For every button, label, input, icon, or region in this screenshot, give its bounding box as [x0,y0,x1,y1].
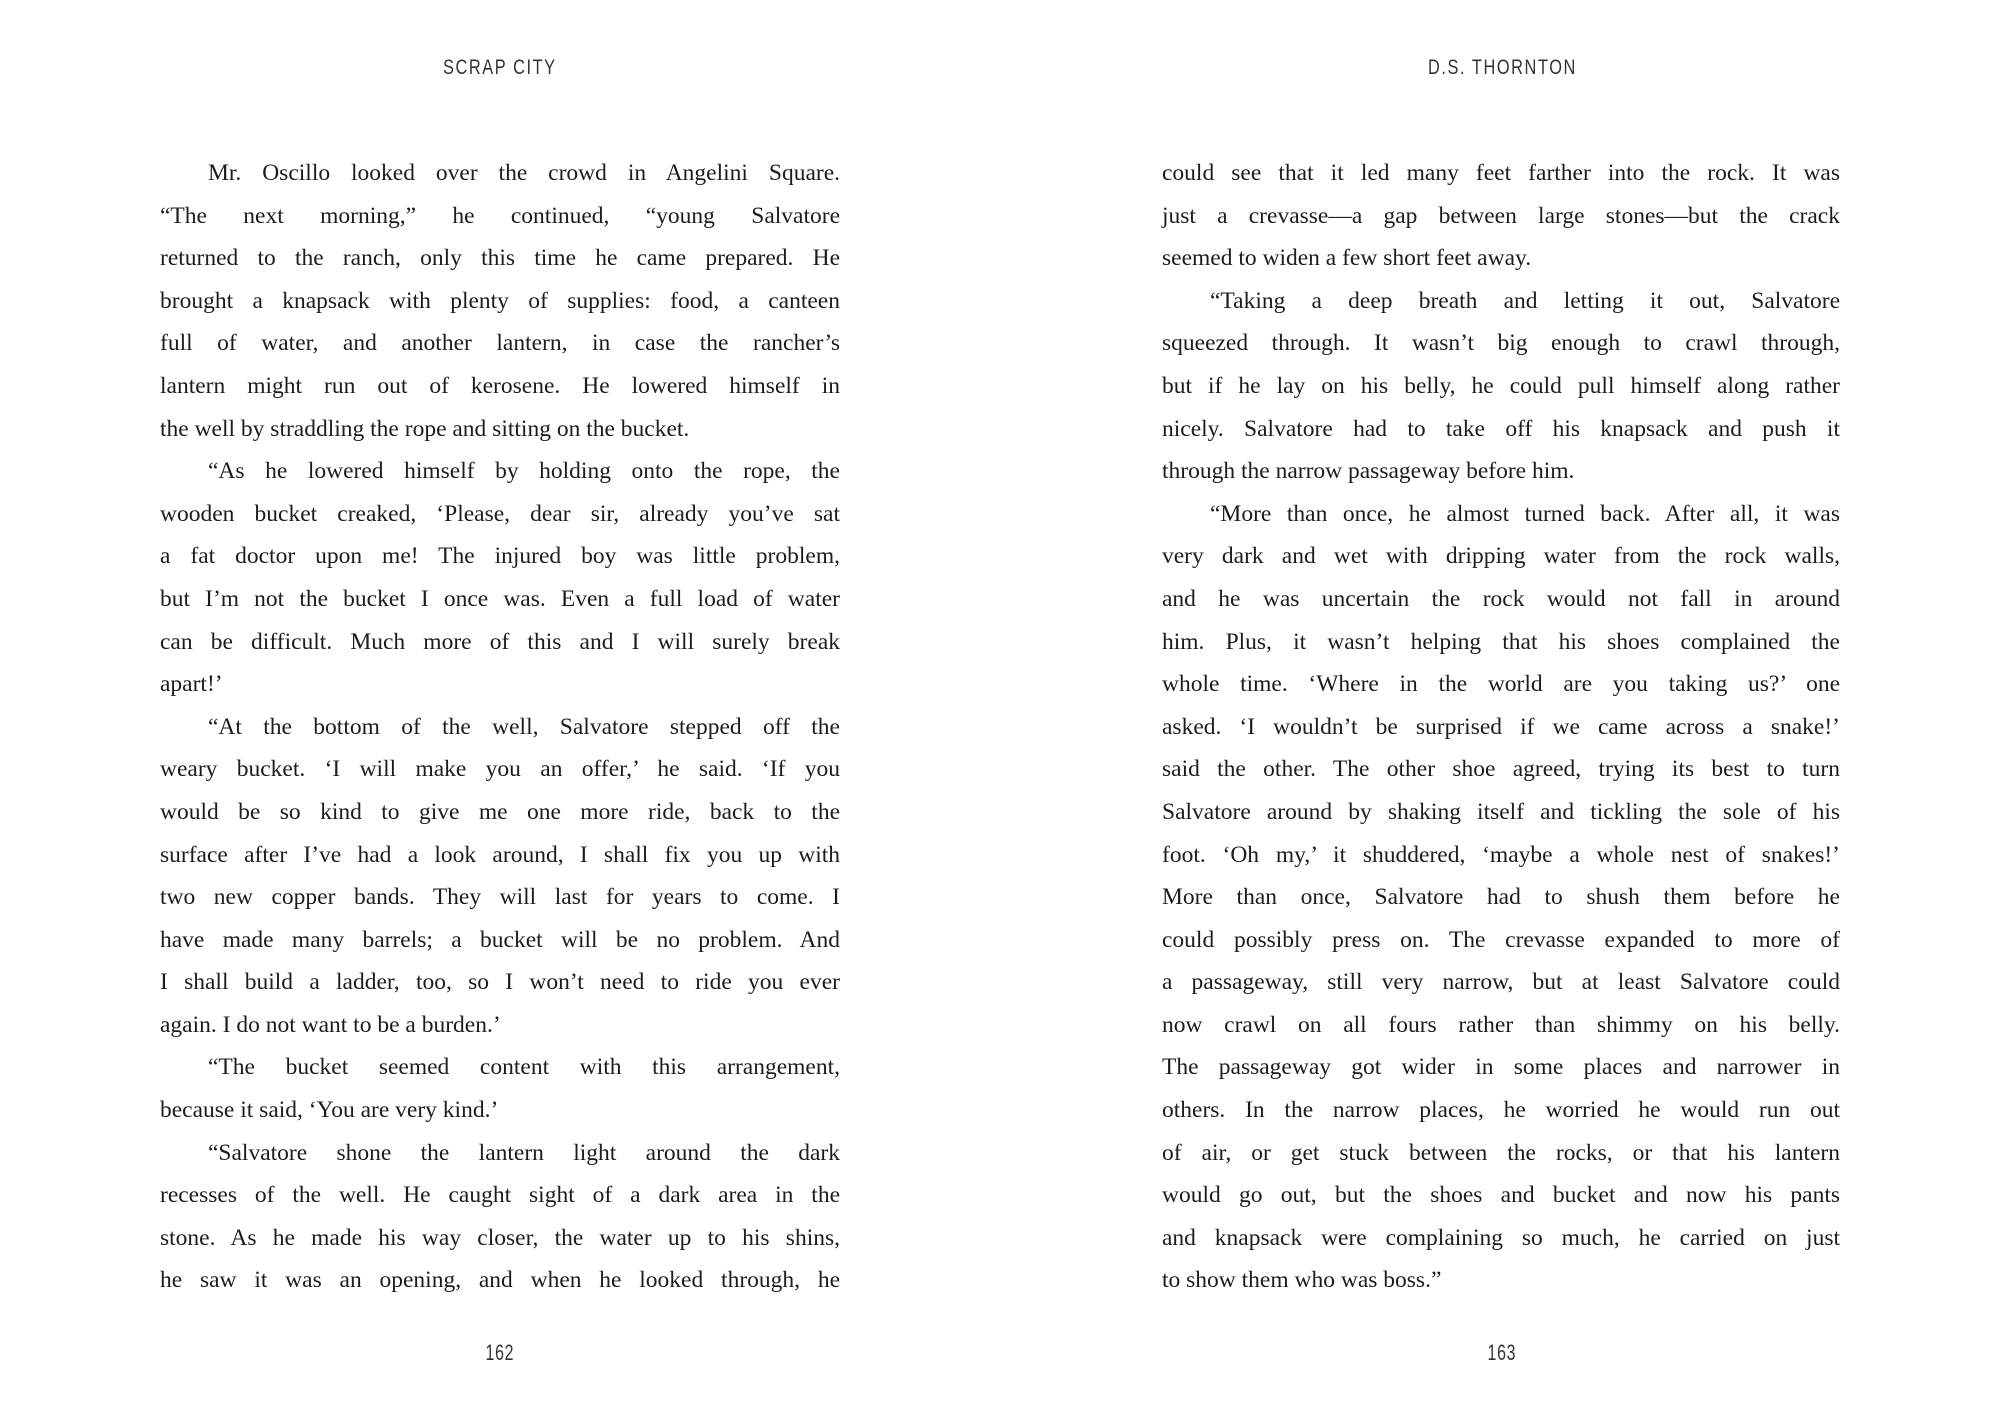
text-line: “More than once, he almost turned back. After all, it was [1210,500,1840,527]
text-line: apart!’ [160,671,223,698]
text-line: to show them who was boss.” [1162,1267,1442,1294]
running-header-right [1162,56,1842,80]
text-line: I shall build a ladder, too, so I won’t need to ride you ever [160,969,840,996]
left-page-text-block [160,152,840,1302]
text-line: a fat doctor upon me! The injured boy was little problem, [160,543,840,570]
text-line: because it said, ‘You are very kind.’ [160,1097,499,1124]
text-line: but I’m not the bucket I once was. Even a full load of water [160,585,840,612]
text-line: “Taking a deep breath and letting it out, Salvatore [1210,287,1840,314]
text-line: squeezed through. It wasn’t big enough to crawl through, [1162,330,1840,357]
book-title: SCRAP CITY [443,56,557,79]
text-line: full of water, and another lantern, in case the rancher’s [160,330,840,357]
text-line: foot. ‘Oh my,’ it shuddered, ‘maybe a whole nest of snakes!’ [1162,841,1840,868]
text-line: returned to the ranch, only this time he came prepared. He [160,245,840,272]
text-line: him. Plus, it wasn’t helping that his shoes complained the [1162,628,1840,655]
text-line: can be difficult. Much more of this and I will surely break [160,628,840,655]
text-line: asked. ‘I wouldn’t be surprised if we came across a snake!’ [1162,713,1840,740]
text-line: others. In the narrow places, he worried he would run out [1162,1097,1840,1124]
text-line: seemed to widen a few short feet away. [1162,245,1532,272]
text-line: “The next morning,” he continued, “young Salvatore [160,202,840,229]
text-line: just a crevasse—a gap between large stones—but the crack [1162,202,1840,229]
text-line: the well by straddling the rope and sitting on the bucket. [160,415,690,442]
text-line: and knapsack were complaining so much, he carried on just [1162,1224,1840,1251]
text-line: “As he lowered himself by holding onto the rope, the [208,458,840,485]
text-line: stone. As he made his way closer, the water up to his shins, [160,1224,840,1251]
text-line: could possibly press on. The crevasse expanded to more of [1162,926,1840,953]
text-line: “Salvatore shone the lantern light around the dark [208,1139,840,1166]
right-page-text-block [1162,152,1840,1302]
text-line: surface after I’ve had a look around, I shall fix you up with [160,841,840,868]
text-line: whole time. ‘Where in the world are you taking us?’ one [1162,671,1840,698]
text-line: lantern might run out of kerosene. He lowered himself in [160,372,840,399]
text-line: could see that it led many feet farther into the rock. It was [1162,160,1840,186]
text-line: More than once, Salvatore had to shush them before he [1162,884,1840,911]
text-line: of air, or get stuck between the rocks, or that his lantern [1162,1139,1840,1166]
text-line: wooden bucket creaked, ‘Please, dear sir, already you’ve sat [160,500,840,527]
text-line: but if he lay on his belly, he could pull himself along rather [1162,372,1840,399]
text-line: a passageway, still very narrow, but at least Salvatore could [1162,969,1840,996]
text-line: would go out, but the shoes and bucket and now his pants [1162,1182,1840,1209]
text-line: said the other. The other shoe agreed, trying its best to turn [1162,756,1840,783]
page-number-left: 162 [485,1340,515,1365]
author-name: D.S. THORNTON [1427,56,1577,79]
text-line: have made many barrels; a bucket will be no problem. And [160,926,840,953]
text-line: again. I do not want to be a burden.’ [160,1011,501,1038]
running-header-left [160,56,840,80]
text-line: two new copper bands. They will last for years to come. I [160,884,840,911]
text-line: Mr. Oscillo looked over the crowd in Angelini Square. [208,160,840,186]
text-line: and he was uncertain the rock would not fall in around [1162,585,1840,612]
text-line: “At the bottom of the well, Salvatore stepped off the [208,713,840,740]
text-line: Salvatore around by shaking itself and tickling the sole of his [1162,798,1840,825]
text-line: would be so kind to give me one more ride, back to the [160,798,840,825]
text-line: weary bucket. ‘I will make you an offer,’ he said. ‘If you [160,756,840,783]
text-line: through the narrow passageway before him. [1162,458,1575,485]
text-line: The passageway got wider in some places and narrower in [1162,1054,1840,1081]
page-number-right: 163 [1487,1340,1517,1365]
text-line: nicely. Salvatore had to take off his knapsack and push it [1162,415,1840,442]
text-line: brought a knapsack with plenty of supplies: food, a canteen [160,287,840,314]
text-line: now crawl on all fours rather than shimmy on his belly. [1162,1011,1840,1038]
text-line: recesses of the well. He caught sight of a dark area in the [160,1182,840,1209]
text-line: very dark and wet with dripping water from the rock walls, [1162,543,1840,570]
text-line: he saw it was an opening, and when he looked through, he [160,1267,840,1294]
text-line: “The bucket seemed content with this arrangement, [208,1054,840,1081]
